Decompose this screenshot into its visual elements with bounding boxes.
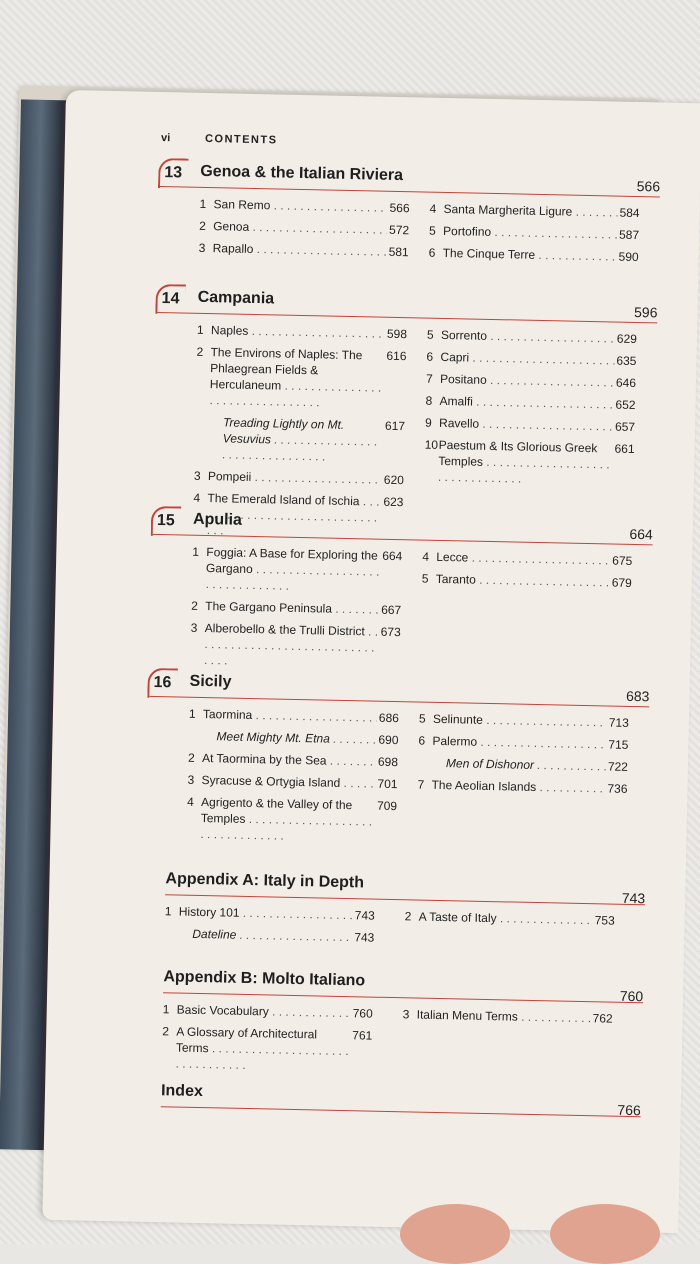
right-column xyxy=(424,327,637,495)
toc-entry xyxy=(189,706,399,726)
toc-entry xyxy=(425,393,635,413)
entry-title: Positano . . . xyxy=(440,371,614,391)
chapter-heading xyxy=(157,288,657,323)
toc-entry xyxy=(165,903,375,923)
toc-entry xyxy=(187,772,397,792)
entry-title: The Emerald Island of Ischia . . . xyxy=(207,490,382,542)
entry-page: 761 xyxy=(352,1028,373,1043)
entry-title: Portofino . . . xyxy=(443,223,617,243)
entry-number: 3 xyxy=(187,772,195,787)
entry-page: 743 xyxy=(354,930,375,945)
entry-title: Basic Vocabulary . . . xyxy=(177,1002,351,1022)
entry-number xyxy=(188,728,202,744)
entry-number: 5 xyxy=(418,711,426,726)
chapter-number: 16 xyxy=(153,673,172,692)
chapter-section xyxy=(158,162,660,289)
entry-title: A Glossary of Architectural Terms . . . xyxy=(175,1024,350,1076)
entry-page: 743 xyxy=(354,908,375,923)
entry-number: 2 xyxy=(199,218,207,233)
entry-title: Ravello . . . xyxy=(439,415,613,435)
chapter-number: 15 xyxy=(156,512,175,530)
chapter-entries xyxy=(153,321,657,531)
entry-title: Agrigento & the Valley of the Temples . . . xyxy=(200,794,375,846)
entry-number: 2 xyxy=(162,1024,170,1039)
appendix-entries xyxy=(164,903,645,973)
left-column xyxy=(164,903,375,951)
chapter-number: 13 xyxy=(164,164,183,182)
entry-title: Sorrento . . . xyxy=(441,327,615,347)
entry-page: 635 xyxy=(616,353,637,369)
toc-entry xyxy=(424,437,635,489)
right-column xyxy=(417,711,629,803)
entry-number: 3 xyxy=(190,620,198,635)
entry-title: History 101 . . . xyxy=(179,904,353,924)
appendix-section xyxy=(164,870,646,973)
entry-number: 5 xyxy=(421,571,429,586)
entry-title: Genoa . . . xyxy=(213,218,387,238)
entry-number: 1 xyxy=(192,544,200,559)
page-number-label: vi xyxy=(160,132,171,145)
entry-number: 6 xyxy=(426,349,434,364)
entry-title: At Taormina by the Sea . . . xyxy=(202,750,376,770)
entry-number: 7 xyxy=(417,777,425,792)
chapter-page: 566 xyxy=(636,177,661,195)
entry-number: 1 xyxy=(188,706,196,721)
entry-title: A Taste of Italy . . . xyxy=(419,909,593,929)
toc-entry xyxy=(405,908,615,928)
entry-title: Meet Mighty Mt. Etna . . . xyxy=(202,728,376,748)
entry-number: 10 xyxy=(424,437,439,452)
entry-page: 616 xyxy=(386,348,407,364)
entry-title: Selinunte . . . xyxy=(433,711,607,731)
entry-page: 713 xyxy=(608,715,630,730)
toc-entry xyxy=(417,777,627,797)
entry-number: 4 xyxy=(422,549,430,564)
entry-page: 698 xyxy=(377,754,399,770)
entry-title: Lecce . . . xyxy=(436,549,610,569)
entry-number: 3 xyxy=(402,1007,410,1022)
toc-entry xyxy=(190,620,401,672)
chapter-section xyxy=(153,288,658,531)
entry-page: 679 xyxy=(611,575,632,590)
entry-page: 646 xyxy=(615,375,637,390)
chapter-heading xyxy=(160,162,660,197)
toc-entry xyxy=(419,711,629,731)
entry-page: 709 xyxy=(376,798,398,814)
entry-title: Amalfi . . . xyxy=(439,393,613,413)
finger xyxy=(550,1204,660,1264)
left-column xyxy=(186,706,399,852)
entry-number: 2 xyxy=(404,909,412,924)
chapter-entries xyxy=(150,543,653,693)
toc-entry xyxy=(199,196,409,216)
entry-page: 587 xyxy=(618,227,640,243)
entry-page: 736 xyxy=(607,781,628,796)
entry-number: 4 xyxy=(186,794,194,809)
entry-number: 1 xyxy=(199,196,207,211)
entry-title: The Cinque Terre . . . xyxy=(443,245,617,265)
left-column xyxy=(190,544,403,678)
entry-page: 590 xyxy=(618,249,639,265)
entry-page: 657 xyxy=(614,419,636,434)
appendix-title: Appendix A: Italy in Depth xyxy=(165,870,365,892)
toc-entry xyxy=(429,223,639,243)
entry-page: 584 xyxy=(619,205,640,221)
entry-page: 620 xyxy=(383,472,405,488)
entry-title: Men of Dishonor . . . xyxy=(432,755,606,775)
toc-entry xyxy=(426,371,636,391)
entry-number xyxy=(194,414,209,462)
entry-page: 661 xyxy=(614,441,635,456)
entry-title: Taranto . . . xyxy=(436,571,610,591)
entry-title: Paestum & Its Glorious Greek Temples . . . xyxy=(438,437,613,489)
right-column xyxy=(422,549,633,597)
toc-entry xyxy=(429,201,639,221)
toc-entry xyxy=(194,468,404,488)
appendix-title: Index xyxy=(160,1082,204,1101)
chapter-title: Apulia xyxy=(192,510,243,529)
entry-page: 667 xyxy=(381,602,402,618)
appendix-page: 766 xyxy=(617,1101,641,1119)
entry-page: 629 xyxy=(616,331,638,347)
entry-title: The Gargano Peninsula . . . xyxy=(205,598,379,618)
entry-title: The Environs of Naples: The Phlaegrean Fields & Herculaneum . . . xyxy=(209,344,384,412)
entry-number: 2 xyxy=(196,344,204,359)
entry-number xyxy=(164,925,178,941)
entry-page: 675 xyxy=(612,553,633,568)
entry-number: 2 xyxy=(191,598,199,613)
chapter-number: 14 xyxy=(161,290,180,308)
chapter-title: Sicily xyxy=(189,672,232,691)
entry-number: 3 xyxy=(193,468,201,483)
toc-entry xyxy=(422,549,632,569)
entry-page: 652 xyxy=(615,397,636,412)
toc-entry xyxy=(426,349,636,369)
entry-page: 572 xyxy=(388,222,410,238)
toc-entry xyxy=(427,327,637,347)
toc-entry xyxy=(192,544,403,596)
entry-page: 617 xyxy=(384,418,406,434)
entry-title: Palermo . . . xyxy=(432,733,606,753)
entry-title: Syracuse & Ortygia Island . . . xyxy=(201,772,375,792)
toc-entry xyxy=(186,794,397,846)
appendix-entries xyxy=(162,1001,643,1071)
entry-number: 8 xyxy=(425,393,433,408)
entry-title: Foggia: A Base for Exploring the Gargano . . . xyxy=(206,544,381,596)
toc-entry xyxy=(199,218,409,238)
entry-title: Dateline . . . xyxy=(178,926,352,946)
entry-page: 690 xyxy=(378,732,399,748)
entry-page: 762 xyxy=(592,1011,613,1026)
entry-page: 753 xyxy=(594,913,615,928)
entry-number: 3 xyxy=(198,240,206,255)
entry-title: Rapallo . . . xyxy=(213,240,387,260)
appendix-title: Appendix B: Molto Italiano xyxy=(163,968,366,990)
chapter-entries xyxy=(146,705,649,885)
entry-number: 5 xyxy=(426,327,434,342)
entry-number: 6 xyxy=(418,733,426,748)
entry-number: 1 xyxy=(164,904,172,919)
toc-entry xyxy=(164,925,374,945)
chapter-section xyxy=(146,672,650,885)
toc-entry xyxy=(425,415,635,435)
toc-entry xyxy=(418,755,628,775)
chapter-entries xyxy=(158,195,660,289)
finger xyxy=(400,1204,510,1264)
entry-title: San Remo . . . xyxy=(213,196,387,216)
entry-number: 1 xyxy=(196,322,204,337)
entry-title: Capri . . . xyxy=(440,349,614,369)
entry-page: 623 xyxy=(383,494,404,510)
entry-title: Alberobello & the Trulli District . . . xyxy=(204,620,379,672)
right-column xyxy=(402,1006,612,1032)
entry-title: Pompeii . . . xyxy=(208,468,382,488)
toc-entry xyxy=(161,1023,372,1075)
toc-entry xyxy=(163,1001,373,1021)
running-header: CONTENTS xyxy=(204,132,278,147)
entry-title: The Aeolian Islands . . . xyxy=(431,777,605,797)
toc-entry xyxy=(199,240,409,260)
toc-entry xyxy=(197,322,407,342)
chapter-page: 596 xyxy=(633,303,658,321)
left-column xyxy=(198,196,409,266)
right-column xyxy=(404,908,614,934)
toc-entry xyxy=(422,571,632,591)
toc-entry xyxy=(195,344,406,412)
entry-number: 6 xyxy=(428,245,436,260)
entry-number: 9 xyxy=(424,415,432,430)
entry-page: 760 xyxy=(352,1006,373,1021)
appendix-heading xyxy=(163,968,643,1003)
entry-number: 1 xyxy=(162,1002,170,1017)
book-page xyxy=(42,90,700,1233)
entry-number: 5 xyxy=(428,223,436,238)
appendix-section xyxy=(162,968,644,1071)
chapter-page: 683 xyxy=(625,687,650,705)
toc-entry xyxy=(403,1006,613,1026)
entry-page: 664 xyxy=(382,548,403,564)
chapter-title: Genoa & the Italian Riviera xyxy=(200,162,404,185)
entry-page: 701 xyxy=(377,776,398,792)
appendix-section xyxy=(161,1082,641,1117)
chapter-page: 664 xyxy=(629,525,653,543)
entry-title: Taormina . . . xyxy=(203,706,377,726)
toc-entry xyxy=(429,245,639,265)
entry-page: 722 xyxy=(607,759,629,774)
right-column xyxy=(428,201,639,271)
entry-number: 4 xyxy=(429,201,437,216)
entry-title: Italian Menu Terms . . . xyxy=(417,1007,591,1027)
entry-page: 581 xyxy=(388,244,409,260)
left-column xyxy=(161,1001,373,1081)
entry-title: Treading Lightly on Mt. Vesuvius . . . xyxy=(208,414,383,466)
entry-number: 4 xyxy=(193,490,201,505)
toc-entry xyxy=(418,733,628,753)
toc-entry xyxy=(188,728,398,748)
appendix-heading xyxy=(161,1082,641,1117)
entry-page: 686 xyxy=(378,710,400,726)
entry-title: Naples . . . xyxy=(211,322,385,342)
entry-page: 715 xyxy=(608,737,629,752)
entry-page: 673 xyxy=(380,624,401,640)
entry-number xyxy=(418,755,432,771)
toc-entry xyxy=(188,750,398,770)
entry-title: Santa Margherita Ligure . . . xyxy=(443,201,617,221)
entry-number: 7 xyxy=(425,371,433,386)
entry-page: 566 xyxy=(389,200,410,216)
appendix-page: 760 xyxy=(619,987,644,1005)
chapter-title: Campania xyxy=(197,288,275,308)
entry-page: 598 xyxy=(386,326,408,342)
toc-entry xyxy=(191,598,401,618)
toc-entry xyxy=(194,414,405,466)
appendix-page: 743 xyxy=(621,889,646,907)
chapter-section xyxy=(150,510,654,693)
entry-number: 2 xyxy=(187,750,195,765)
